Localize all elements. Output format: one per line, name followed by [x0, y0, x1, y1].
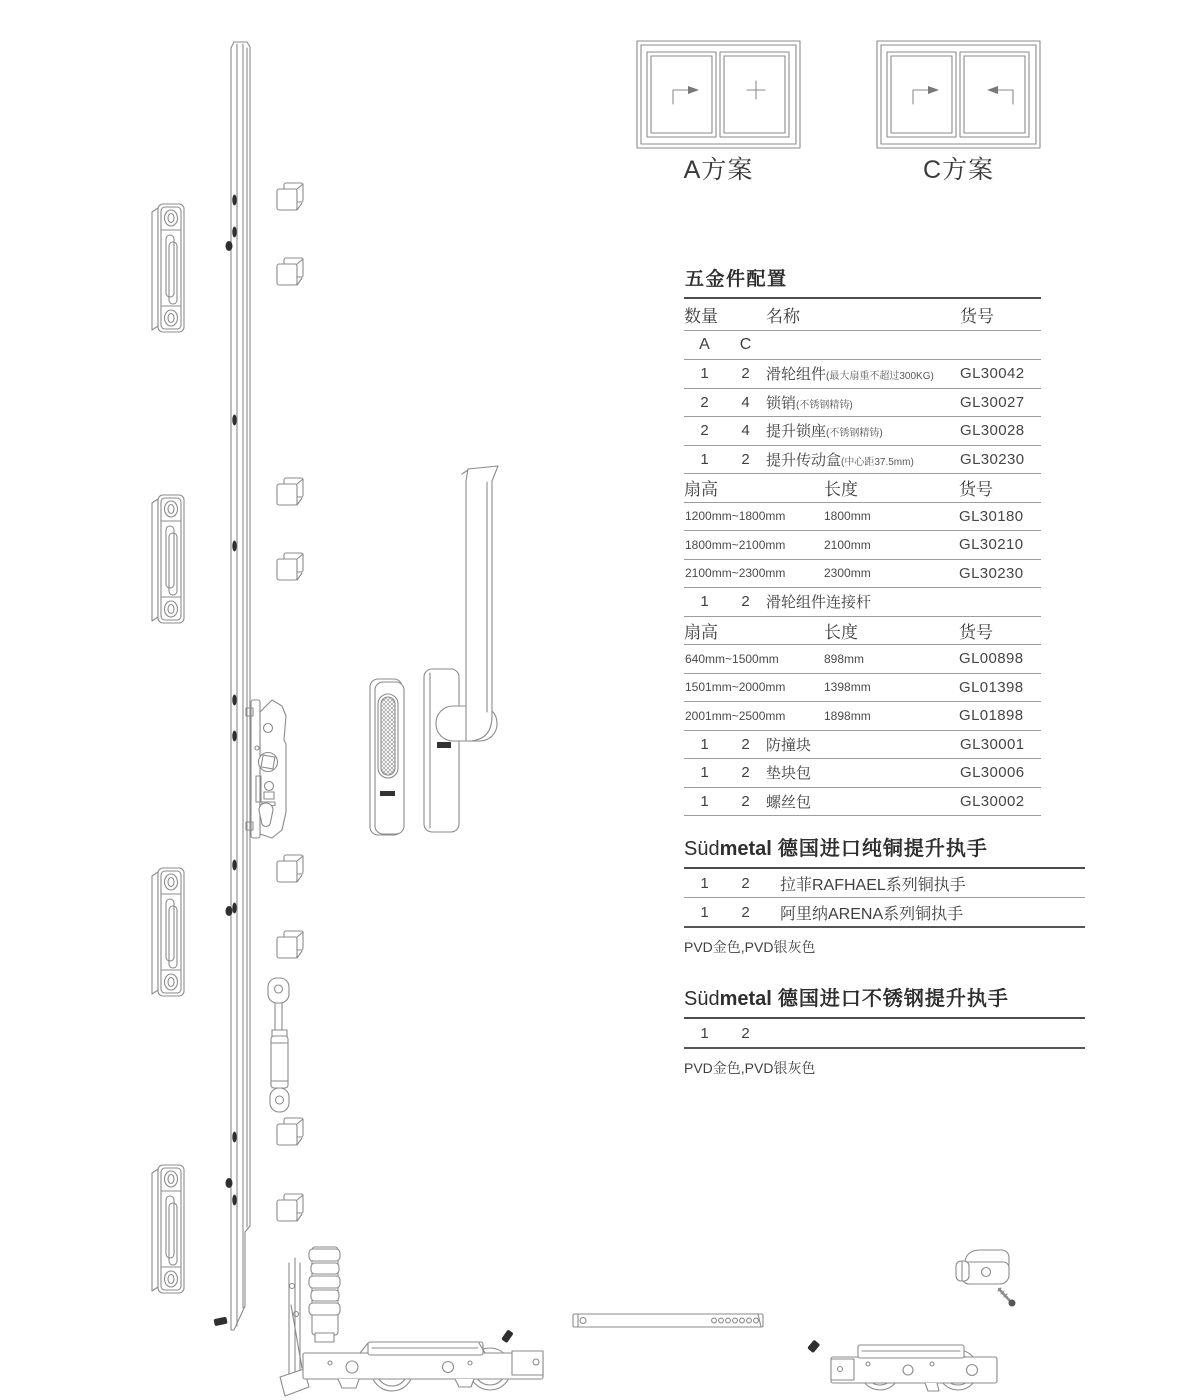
item-note: (最大扇重不超过300KG) — [826, 371, 934, 383]
brand-logo-light: Süd — [684, 988, 720, 1010]
col-c-header: C — [739, 336, 752, 353]
steel-finish-note: PVD金色,PVD银灰色 — [684, 1060, 816, 1076]
roller-bogie-left-drawing — [303, 1329, 543, 1391]
sizehead-fan-height: 扇高 — [684, 480, 718, 500]
hardware-table-rows — [684, 360, 1041, 816]
connector-bar-drawing — [573, 1314, 763, 1327]
steel-section-heading: 德国进口不锈钢提升执手 — [777, 988, 1009, 1010]
lift-handle-drawing — [424, 466, 498, 832]
qty-a: 1 — [700, 792, 709, 810]
qty-a: 1 — [700, 593, 709, 611]
table-row — [684, 446, 1041, 475]
qty-a: 2 — [700, 393, 709, 411]
item-code: GL30006 — [960, 764, 1025, 782]
qty-a: 1 — [700, 764, 709, 782]
qty-a: 1 — [700, 450, 709, 468]
hardware-table — [684, 264, 1041, 816]
qty-c: 2 — [741, 1024, 750, 1042]
item-name: 拉菲RAFHAEL系列铜执手 — [780, 876, 966, 894]
table-row — [684, 417, 1041, 446]
brand-logo-bold: metal — [719, 838, 772, 860]
sizehead-fan-height: 扇高 — [684, 622, 718, 642]
item-name: 提升锁座(不锈钢精铸) — [766, 423, 883, 441]
col-a-header: A — [699, 336, 710, 353]
table-row — [684, 759, 1041, 788]
size-code: GL01898 — [959, 707, 1024, 725]
gear-bar-drawing — [214, 42, 250, 1330]
qty-c: 2 — [741, 903, 750, 921]
item-note: (中心距37.5mm) — [841, 456, 914, 468]
bumper-block-drawing — [956, 1250, 1016, 1307]
item-note: (不锈钢精铸) — [826, 428, 883, 440]
hardware-table-subheader — [684, 331, 1041, 360]
size-length: 1800mm — [824, 509, 871, 524]
lock-keeper-drawing — [152, 204, 184, 1293]
screw-icon — [998, 1288, 1016, 1307]
window-scheme-c-drawing — [877, 41, 1040, 148]
size-code: GL01398 — [959, 678, 1024, 696]
screw-icon — [501, 1329, 514, 1343]
brand-logo-bold: metal — [719, 988, 772, 1010]
table-row — [684, 1019, 1085, 1049]
item-name: 垫块包 — [766, 765, 812, 783]
scheme-c-label: C方案 — [922, 156, 995, 184]
size-range: 2001mm~2500mm — [685, 708, 786, 723]
qty-c: 2 — [741, 874, 750, 892]
table-row — [684, 474, 1041, 503]
item-name: 锁销(不锈钢精铸) — [766, 394, 853, 412]
table-row — [684, 788, 1041, 817]
table-row — [684, 674, 1041, 703]
item-code: GL30028 — [960, 422, 1025, 440]
item-code: GL30230 — [960, 450, 1025, 468]
qty-c: 2 — [741, 735, 750, 753]
qty-a: 1 — [700, 903, 709, 921]
qty-c: 2 — [741, 593, 750, 611]
table-row — [684, 645, 1041, 674]
size-length: 1398mm — [824, 680, 871, 695]
qty-c: 2 — [741, 365, 750, 383]
table-row — [684, 869, 1085, 898]
brass-section-title — [684, 832, 1085, 869]
size-code: GL30210 — [959, 536, 1024, 554]
table-row — [684, 389, 1041, 418]
brand-logo-mark — [437, 742, 451, 748]
qty-c: 2 — [741, 764, 750, 782]
table-row — [684, 617, 1041, 646]
size-code: GL00898 — [959, 650, 1024, 668]
size-length: 898mm — [824, 651, 865, 666]
item-note: (不锈钢精铸) — [796, 399, 853, 411]
table-row — [684, 531, 1041, 560]
table-row — [684, 503, 1041, 532]
qty-c: 2 — [741, 792, 750, 810]
table-row — [684, 588, 1041, 617]
item-code: GL30001 — [960, 735, 1025, 753]
steel-rows — [684, 1019, 1085, 1049]
brass-handles-section — [684, 832, 1085, 957]
qty-a: 2 — [700, 422, 709, 440]
sizehead-length: 长度 — [824, 622, 858, 642]
item-code: GL30042 — [960, 365, 1025, 383]
brass-section-heading: 德国进口纯铜提升执手 — [777, 838, 988, 860]
hardware-table-header — [684, 299, 1041, 331]
item-name: 滑轮组件(最大扇重不超过300KG) — [766, 366, 934, 384]
table-row — [684, 360, 1041, 389]
qty-a: 1 — [700, 735, 709, 753]
size-code: GL30230 — [959, 564, 1024, 582]
brand-logo-light: Süd — [684, 838, 720, 860]
size-range: 1200mm~1800mm — [685, 509, 786, 524]
brass-finish-note: PVD金色,PVD银灰色 — [684, 939, 816, 955]
item-name: 阿里纳ARENA系列铜执手 — [780, 905, 964, 923]
size-code: GL30180 — [959, 507, 1024, 525]
qty-a: 1 — [700, 874, 709, 892]
qty-c: 2 — [741, 450, 750, 468]
roller-bogie-right-drawing — [807, 1340, 997, 1391]
size-length: 1898mm — [824, 708, 871, 723]
qty-c: 4 — [741, 393, 750, 411]
gearbox-drawing — [246, 700, 286, 838]
sizehead-code: 货号 — [959, 622, 993, 642]
sizehead-length: 长度 — [824, 480, 858, 500]
size-range: 1501mm~2000mm — [685, 680, 786, 695]
sizehead-code: 货号 — [959, 480, 993, 500]
item-code: GL30027 — [960, 393, 1025, 411]
table-row — [684, 731, 1041, 760]
steel-section-title — [684, 982, 1085, 1019]
brass-rows — [684, 869, 1085, 928]
size-range: 2100mm~2300mm — [685, 566, 786, 581]
table-row — [684, 560, 1041, 589]
hardware-table-title: 五金件配置 — [684, 264, 1041, 299]
steel-handles-section — [684, 982, 1085, 1078]
item-name: 提升传动盒(中心距37.5mm) — [766, 451, 914, 469]
qty-a: 1 — [700, 365, 709, 383]
scheme-a-label: A方案 — [683, 156, 754, 184]
table-row — [684, 898, 1085, 928]
item-name: 螺丝包 — [766, 793, 812, 811]
qty-c: 4 — [741, 422, 750, 440]
item-code: GL30002 — [960, 792, 1025, 810]
col-qty-header: 数量 — [684, 307, 718, 326]
size-length: 2300mm — [824, 566, 871, 581]
size-length: 2100mm — [824, 537, 871, 552]
col-code-header: 货号 — [960, 307, 994, 326]
item-name: 防撞块 — [766, 736, 812, 754]
size-range: 640mm~1500mm — [685, 651, 779, 666]
size-range: 1800mm~2100mm — [685, 537, 786, 552]
qty-a: 1 — [700, 1024, 709, 1042]
screw-icon — [214, 1317, 228, 1327]
flush-pull-drawing — [370, 679, 404, 835]
window-scheme-a-drawing — [637, 41, 800, 148]
item-name: 滑轮组件连接杆 — [766, 594, 872, 612]
brand-logo-mark — [380, 791, 395, 796]
screw-icon — [807, 1340, 820, 1354]
col-name-header: 名称 — [766, 307, 800, 326]
table-row — [684, 702, 1041, 731]
damper-drawing — [268, 978, 289, 1112]
